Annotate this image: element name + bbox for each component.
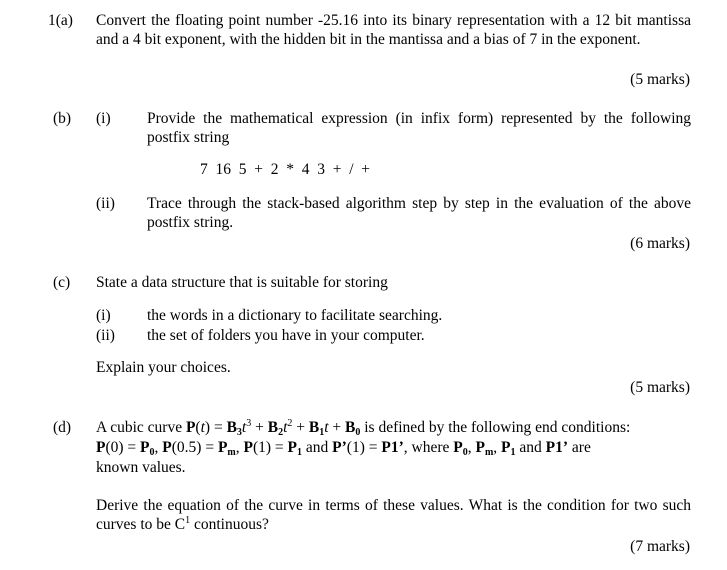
question-1a-marks: (5 marks)	[630, 71, 690, 88]
question-1b-ii-label: (ii)	[96, 195, 115, 212]
question-1d-line2: $P(0) = P_0$, $P(0.5) = P_m$, $P(1) = P_1$ and P’(1) = P1’, where $P_0$, $P_m$, $P_1$ and P1’ are	[96, 439, 591, 458]
question-1a-label: 1(a)	[48, 12, 73, 29]
question-1b-marks: (6 marks)	[630, 235, 690, 252]
question-1c-i-label: (i)	[96, 307, 111, 324]
postfix-string: 7 16 5 + 2 * 4 3 + / +	[200, 161, 371, 178]
question-1d-line3: known values.	[96, 459, 186, 476]
question-1d-line1: A cubic curve $P(t) = B_3t^3 + B_2t^2 + B_1t + B_0$ is defined by the following end conditions:	[96, 418, 631, 438]
question-1c-marks: (5 marks)	[630, 379, 690, 396]
question-1b-label: (b)	[53, 110, 72, 127]
question-1b-i-label: (i)	[96, 110, 111, 127]
question-1c-ii-label: (ii)	[96, 327, 115, 344]
question-1a-text: Convert the floating point number -25.16 into its binary representation with a 12 bit mantissa and a 4 bit exponent, with the hidden bit in the mantissa and a bias of 7 in the exponent.	[96, 12, 691, 48]
question-1d-derive: Derive the equation of the curve in terms of these values. What is the condition for two such curves to be $C^1$ continuous?	[96, 497, 691, 533]
question-1d-marks: (7 marks)	[630, 538, 690, 555]
question-1c-ii-text: the set of folders you have in your computer.	[147, 327, 425, 344]
question-1c-explain: Explain your choices.	[96, 359, 231, 376]
question-1c-i-text: the words in a dictionary to facilitate searching.	[147, 307, 443, 324]
question-1b-i-text: Provide the mathematical expression (in infix form) represented by the following postfix string	[147, 110, 691, 146]
question-1b-ii-text: Trace through the stack-based algorithm step by step in the evaluation of the above postfix string.	[147, 195, 691, 231]
question-1c-text: State a data structure that is suitable for storing	[96, 274, 388, 291]
question-1c-label: (c)	[53, 274, 71, 291]
question-1d-label: (d)	[53, 419, 72, 436]
